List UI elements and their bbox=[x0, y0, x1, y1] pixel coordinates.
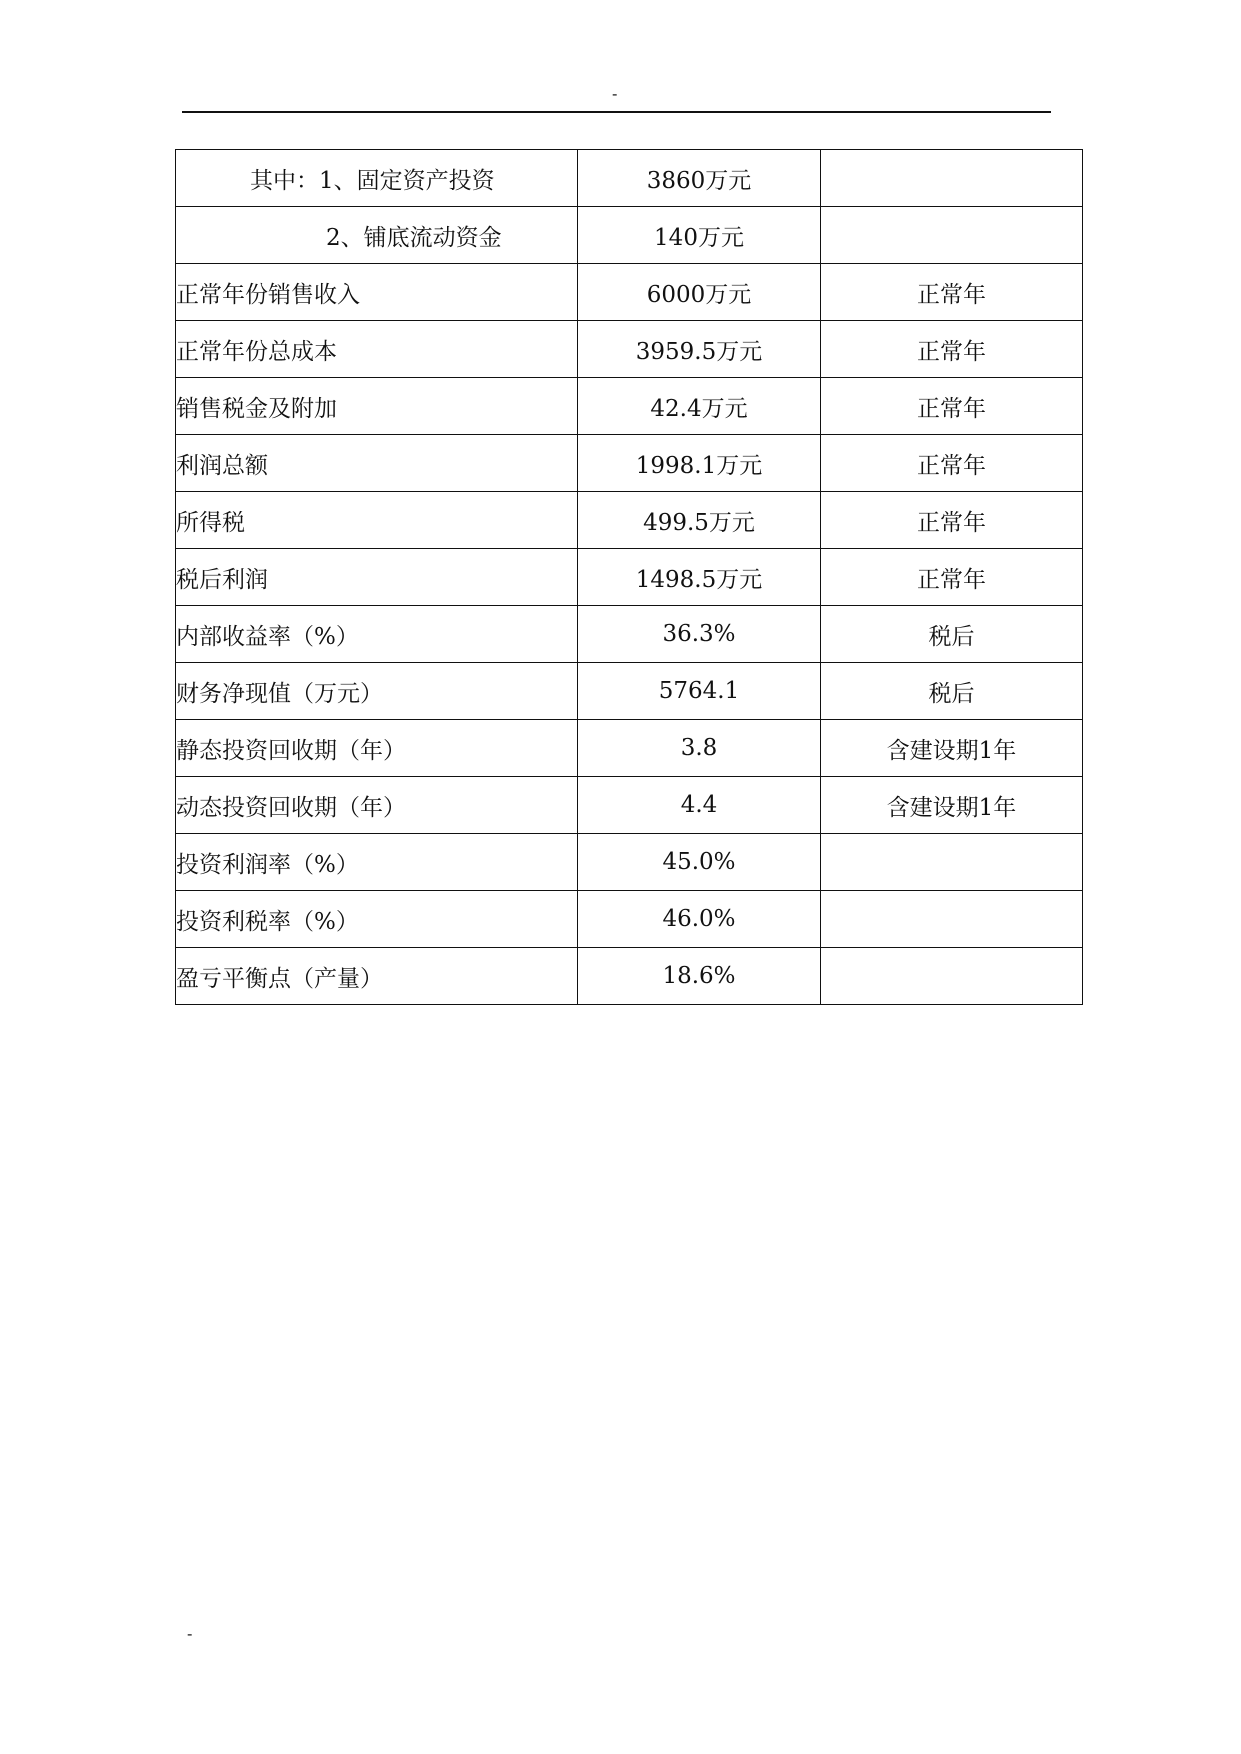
row-value: 5764.1 bbox=[578, 663, 821, 720]
row-value: 36.3% bbox=[578, 606, 821, 663]
table-row bbox=[176, 150, 1083, 207]
row-value: 18.6% bbox=[578, 948, 821, 1005]
table-row bbox=[176, 321, 1083, 378]
table-row bbox=[176, 777, 1083, 834]
row-label: 动态投资回收期（年） bbox=[176, 777, 578, 834]
row-note: 正常年 bbox=[821, 378, 1083, 435]
row-value: 42.4万元 bbox=[578, 378, 821, 435]
row-value: 3.8 bbox=[578, 720, 821, 777]
row-note bbox=[821, 891, 1083, 948]
row-label: 税后利润 bbox=[176, 549, 578, 606]
row-note: 正常年 bbox=[821, 264, 1083, 321]
row-note bbox=[821, 948, 1083, 1005]
table-row bbox=[176, 663, 1083, 720]
table-row bbox=[176, 606, 1083, 663]
table-row bbox=[176, 378, 1083, 435]
row-value: 499.5万元 bbox=[578, 492, 821, 549]
row-label: 财务净现值（万元） bbox=[176, 663, 578, 720]
row-value: 6000万元 bbox=[578, 264, 821, 321]
page-footer-mark: - bbox=[187, 1624, 193, 1643]
row-note: 正常年 bbox=[821, 492, 1083, 549]
row-note: 正常年 bbox=[821, 549, 1083, 606]
row-value: 4.4 bbox=[578, 777, 821, 834]
row-value: 46.0% bbox=[578, 891, 821, 948]
table-row bbox=[176, 720, 1083, 777]
row-label: 销售税金及附加 bbox=[176, 378, 578, 435]
row-label: 正常年份总成本 bbox=[176, 321, 578, 378]
header-rule bbox=[182, 111, 1051, 113]
row-value: 140万元 bbox=[578, 207, 821, 264]
row-value: 3860万元 bbox=[578, 150, 821, 207]
table-row bbox=[176, 492, 1083, 549]
indicator-table bbox=[175, 149, 1083, 1005]
table-row bbox=[176, 435, 1083, 492]
row-label: 投资利税率（%） bbox=[176, 891, 578, 948]
row-label: 所得税 bbox=[176, 492, 578, 549]
row-value: 1998.1万元 bbox=[578, 435, 821, 492]
table-row bbox=[176, 891, 1083, 948]
row-note: 含建设期1年 bbox=[821, 720, 1083, 777]
table-row bbox=[176, 834, 1083, 891]
row-label: 利润总额 bbox=[176, 435, 578, 492]
row-label: 投资利润率（%） bbox=[176, 834, 578, 891]
row-label: 内部收益率（%） bbox=[176, 606, 578, 663]
row-note: 正常年 bbox=[821, 321, 1083, 378]
row-note bbox=[821, 207, 1083, 264]
row-note: 税后 bbox=[821, 606, 1083, 663]
page-header-mark: - bbox=[612, 84, 618, 103]
table-row bbox=[176, 207, 1083, 264]
row-note: 正常年 bbox=[821, 435, 1083, 492]
row-note: 税后 bbox=[821, 663, 1083, 720]
row-label: 2、铺底流动资金 bbox=[176, 207, 578, 264]
row-label: 静态投资回收期（年） bbox=[176, 720, 578, 777]
row-label: 盈亏平衡点（产量） bbox=[176, 948, 578, 1005]
row-value: 1498.5万元 bbox=[578, 549, 821, 606]
indicator-table-body bbox=[176, 150, 1083, 1005]
row-note bbox=[821, 834, 1083, 891]
table-row bbox=[176, 948, 1083, 1005]
row-label: 其中：1、固定资产投资 bbox=[176, 150, 578, 207]
table-row bbox=[176, 549, 1083, 606]
row-value: 3959.5万元 bbox=[578, 321, 821, 378]
row-label: 正常年份销售收入 bbox=[176, 264, 578, 321]
row-note: 含建设期1年 bbox=[821, 777, 1083, 834]
row-value: 45.0% bbox=[578, 834, 821, 891]
table-row bbox=[176, 264, 1083, 321]
row-note bbox=[821, 150, 1083, 207]
